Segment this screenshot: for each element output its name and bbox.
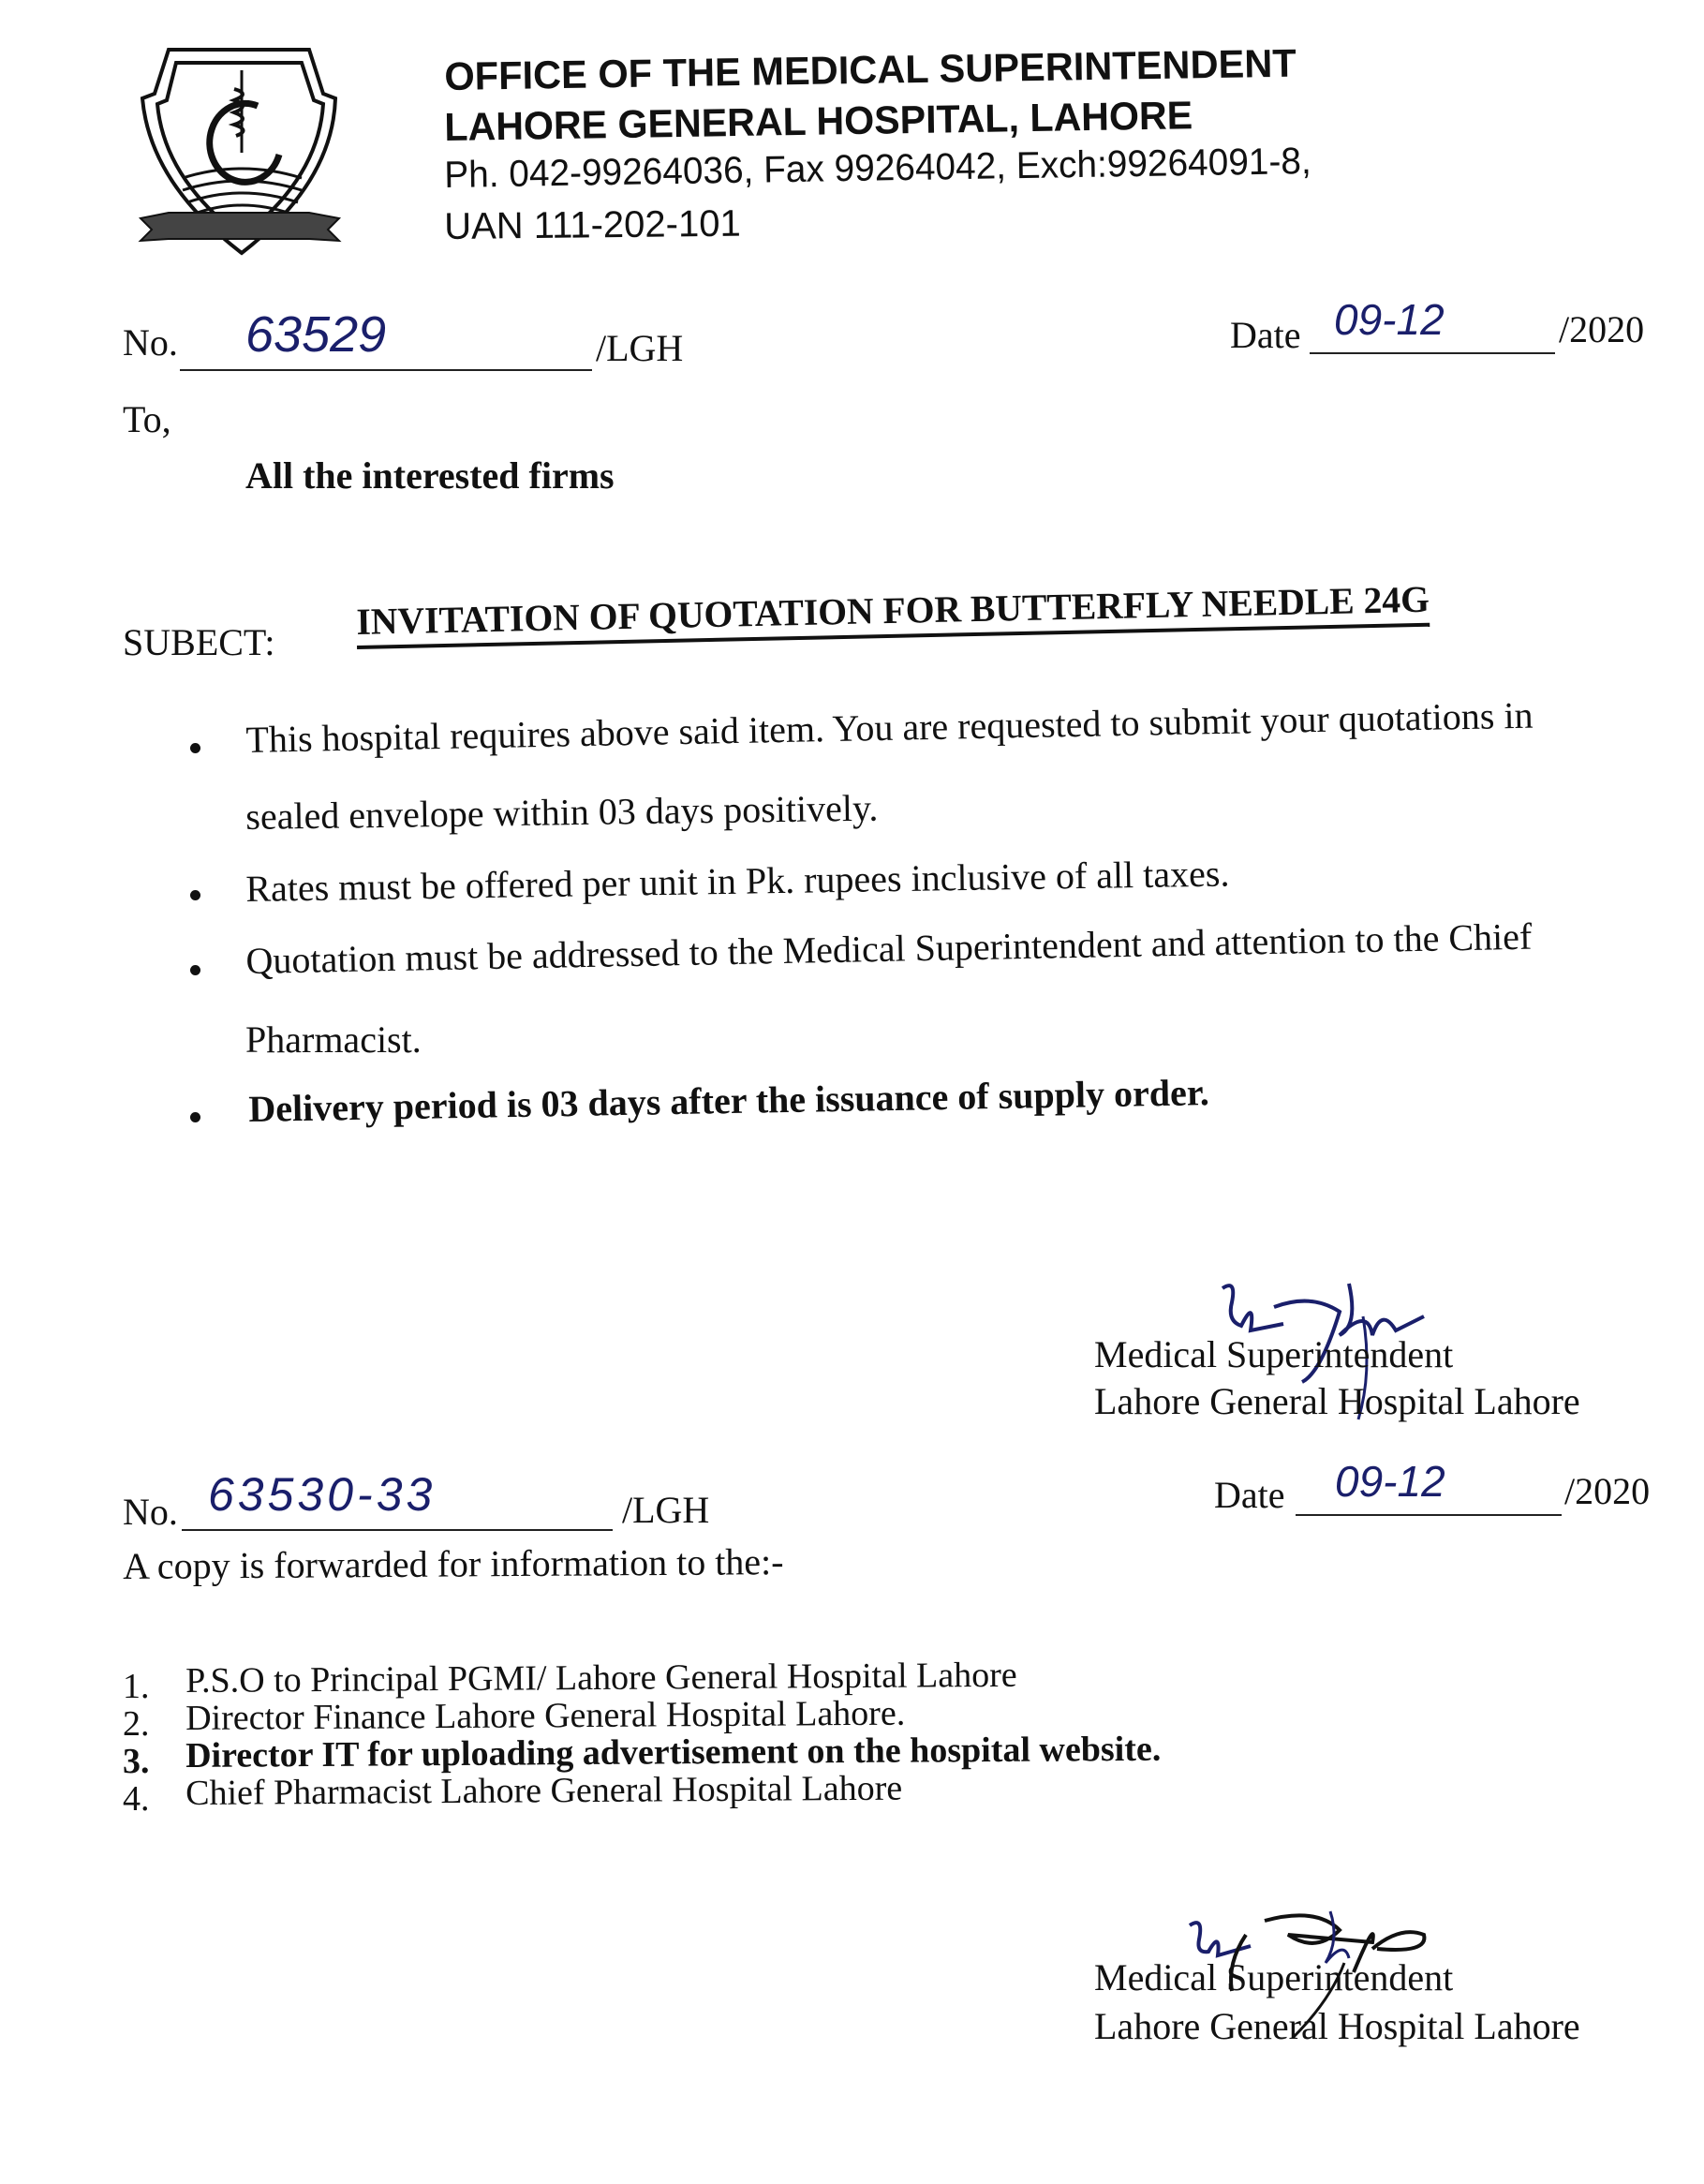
bullet-3-line-2: Pharmacist.: [245, 1018, 422, 1061]
letter-date-label: Date: [1230, 314, 1301, 356]
signature-2-org: Lahore General Hospital Lahore: [1094, 2005, 1580, 2047]
bullet-dot: [190, 743, 200, 753]
letterhead-contact-numbers: Ph. 042-99264036, Fax 99264042, Exch:99264091-8,: [444, 141, 1312, 196]
copy-recipient-3: Director IT for uploading advertisement on the hospital website.: [185, 1729, 1162, 1775]
hospital-crest-logo: [131, 42, 347, 262]
copy-recipient-2: Director Finance Lahore General Hospital Lahore.: [185, 1693, 906, 1738]
letterhead-uan: UAN 111-202-101: [444, 202, 741, 247]
to-label: To,: [123, 398, 171, 440]
bullet-1-line-1: This hospital requires above said item. You are requested to submit your quotations in: [245, 693, 1534, 761]
letterhead-office-title: OFFICE OF THE MEDICAL SUPERINTENDENT: [444, 40, 1297, 98]
crest-icon: [131, 42, 347, 262]
letter-number-field: [180, 307, 592, 371]
signature-1-org: Lahore General Hospital Lahore: [1094, 1380, 1580, 1422]
letter-date-field: [1310, 295, 1555, 354]
bullet-2-line-1: Rates must be offered per unit in Pk. rupees inclusive of all taxes.: [245, 852, 1230, 910]
copy-date-label: Date: [1214, 1474, 1285, 1516]
copy-recipient-3-number: 3.: [123, 1742, 150, 1781]
copy-intro: A copy is forwarded for information to the:-: [123, 1540, 784, 1587]
bullet-dot: [190, 1112, 200, 1122]
letter-number-label: No.: [123, 321, 178, 364]
copy-date-value: 09-12: [1335, 1457, 1445, 1506]
bullet-1-line-2: sealed envelope within 03 days positively.: [245, 786, 879, 838]
copy-recipient-1-number: 1.: [123, 1667, 150, 1706]
copy-recipient-4-number: 4.: [123, 1779, 150, 1819]
letter-number-suffix: /LGH: [596, 327, 684, 369]
signature-2-title: Medical Superintendent: [1094, 1956, 1454, 1998]
copy-recipient-2-number: 2.: [123, 1704, 150, 1744]
recipient: All the interested firms: [245, 454, 615, 497]
letterhead-hospital-name: LAHORE GENERAL HOSPITAL, LAHORE: [444, 93, 1193, 149]
copy-number-value: 63530-33: [208, 1468, 437, 1521]
copy-date-year: /2020: [1564, 1470, 1651, 1512]
letter-date-value: 09-12: [1334, 295, 1445, 344]
subject-title: INVITATION OF QUOTATION FOR BUTTERFLY NEEDLE 24G: [356, 577, 1430, 649]
bullet-3-line-1: Quotation must be addressed to the Medical Superintendent and attention to the Chief: [245, 914, 1533, 982]
bullet-dot: [190, 965, 200, 975]
copy-number-label: No.: [123, 1491, 178, 1533]
subject-label: SUBECT:: [123, 621, 275, 663]
copy-recipient-4: Chief Pharmacist Lahore General Hospital Lahore: [185, 1768, 903, 1813]
letter-number-value: 63529: [245, 306, 387, 363]
letter-date-year: /2020: [1559, 308, 1645, 350]
bullet-dot: [190, 890, 200, 900]
copy-number-field: [182, 1468, 613, 1531]
copy-recipient-1: P.S.O to Principal PGMI/ Lahore General Hospital Lahore: [185, 1655, 1017, 1701]
bullet-4-line-1: Delivery period is 03 days after the issuance of supply order.: [248, 1071, 1210, 1130]
copy-date-field: [1296, 1457, 1562, 1516]
copy-number-suffix: /LGH: [622, 1489, 710, 1531]
signature-1-title: Medical Superintendent: [1094, 1333, 1454, 1375]
